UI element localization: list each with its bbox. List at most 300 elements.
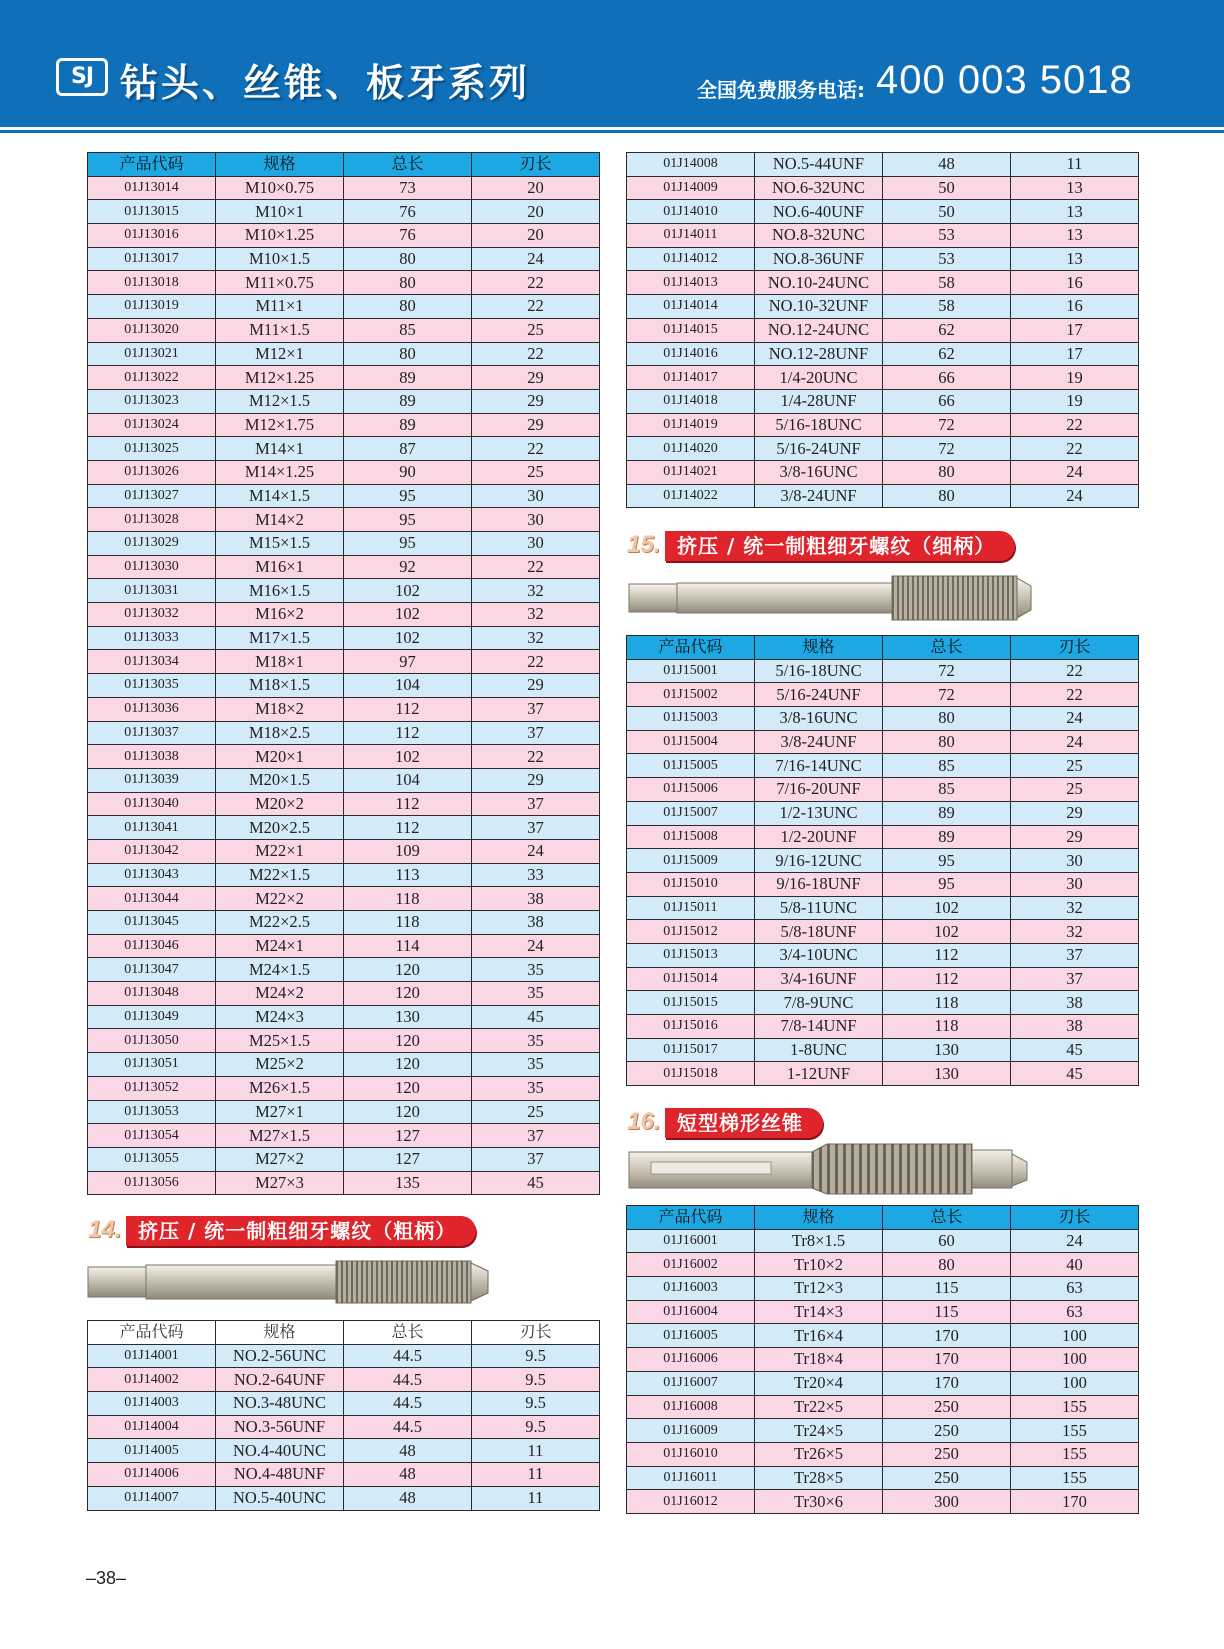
cell-blade-length: 38: [1011, 1015, 1139, 1039]
cell-code: 01J13022: [88, 366, 216, 390]
cell-code: 01J13038: [88, 745, 216, 769]
cell-blade-length: 30: [472, 484, 600, 508]
cell-blade-length: 30: [1011, 849, 1139, 873]
cell-blade-length: 11: [472, 1486, 600, 1510]
cell-spec: M20×2.5: [216, 816, 344, 840]
cell-spec: M18×2.5: [216, 721, 344, 745]
cell-total-length: 118: [883, 1015, 1011, 1039]
cell-total-length: 58: [883, 295, 1011, 319]
cell-spec: 3/4-16UNF: [755, 967, 883, 991]
cell-blade-length: 22: [472, 342, 600, 366]
cell-blade-length: 32: [472, 626, 600, 650]
cell-code: 01J16005: [627, 1324, 755, 1348]
cell-spec: M25×1.5: [216, 1029, 344, 1053]
cell-spec: M10×1.25: [216, 224, 344, 248]
cell-blade-length: 25: [472, 318, 600, 342]
table-row: [627, 1490, 1139, 1514]
cell-code: 01J16003: [627, 1277, 755, 1301]
cell-total-length: 130: [883, 1062, 1011, 1086]
cell-total-length: 127: [344, 1147, 472, 1171]
cell-blade-length: 35: [472, 1076, 600, 1100]
cell-total-length: 66: [883, 389, 1011, 413]
cell-blade-length: 24: [472, 247, 600, 271]
cell-spec: Tr24×5: [755, 1419, 883, 1443]
cell-spec: 3/8-16UNC: [755, 460, 883, 484]
table-row: [88, 1124, 600, 1148]
col-code: 产品代码: [88, 153, 216, 177]
cell-blade-length: 13: [1011, 200, 1139, 224]
cell-code: 01J15005: [627, 754, 755, 778]
cell-total-length: 95: [344, 508, 472, 532]
cell-spec: 5/16-18UNC: [755, 659, 883, 683]
cell-spec: 1-12UNF: [755, 1062, 883, 1086]
cell-code: 01J13029: [88, 532, 216, 556]
table-row: [88, 1486, 600, 1510]
section-14-title: 挤压 / 统一制粗细牙螺纹（粗柄）: [126, 1216, 476, 1246]
cell-code: 01J14006: [88, 1463, 216, 1487]
cell-spec: M22×1: [216, 839, 344, 863]
cell-spec: M12×1.5: [216, 389, 344, 413]
cell-spec: M14×1.5: [216, 484, 344, 508]
cell-code: 01J13040: [88, 792, 216, 816]
cell-blade-length: 29: [472, 768, 600, 792]
section-16-number: 16.: [627, 1108, 661, 1135]
cell-spec: Tr26×5: [755, 1442, 883, 1466]
cell-blade-length: 17: [1011, 318, 1139, 342]
cell-code: 01J13034: [88, 650, 216, 674]
cell-code: 01J15013: [627, 943, 755, 967]
header-rule-thick: [0, 122, 1224, 127]
section-15-heading: [627, 531, 1067, 563]
cell-blade-length: 30: [472, 508, 600, 532]
cell-total-length: 80: [344, 247, 472, 271]
cell-total-length: 89: [344, 366, 472, 390]
cell-code: 01J13044: [88, 887, 216, 911]
cell-spec: NO.12-24UNC: [755, 318, 883, 342]
col-blade-length: 刃长: [1011, 636, 1139, 660]
cell-total-length: 72: [883, 437, 1011, 461]
cell-total-length: 44.5: [344, 1344, 472, 1368]
cell-total-length: 80: [883, 460, 1011, 484]
cell-blade-length: 11: [472, 1463, 600, 1487]
cell-blade-length: 155: [1011, 1442, 1139, 1466]
cell-blade-length: 29: [472, 366, 600, 390]
hotline-label: 全国免费服务电话:: [697, 78, 865, 102]
table-header-row: [627, 636, 1139, 660]
page-header: [0, 0, 1224, 122]
cell-blade-length: 37: [472, 792, 600, 816]
cell-total-length: 80: [344, 271, 472, 295]
cell-spec: Tr12×3: [755, 1277, 883, 1301]
cell-spec: M25×2: [216, 1053, 344, 1077]
cell-code: 01J15014: [627, 967, 755, 991]
cell-total-length: 112: [883, 943, 1011, 967]
table-header-row: [627, 1206, 1139, 1230]
cell-spec: M11×1: [216, 295, 344, 319]
cell-code: 01J14017: [627, 366, 755, 390]
cell-code: 01J13021: [88, 342, 216, 366]
cell-code: 01J15017: [627, 1038, 755, 1062]
table-row: [627, 153, 1139, 177]
cell-total-length: 80: [883, 730, 1011, 754]
cell-total-length: 87: [344, 437, 472, 461]
cell-blade-length: 32: [472, 579, 600, 603]
page-title: 钻头、丝锥、板牙系列: [120, 61, 531, 105]
cell-spec: M24×1.5: [216, 958, 344, 982]
table-row: [88, 697, 600, 721]
table-row: [88, 271, 600, 295]
cell-spec: M24×3: [216, 1005, 344, 1029]
cell-blade-length: 37: [472, 1147, 600, 1171]
cell-blade-length: 9.5: [472, 1392, 600, 1416]
table-row: [88, 1392, 600, 1416]
cell-total-length: 170: [883, 1348, 1011, 1372]
cell-code: 01J14008: [627, 153, 755, 177]
cell-total-length: 53: [883, 247, 1011, 271]
cell-total-length: 112: [344, 792, 472, 816]
cell-total-length: 250: [883, 1466, 1011, 1490]
cell-code: 01J13055: [88, 1147, 216, 1171]
cell-spec: 1/2-20UNF: [755, 825, 883, 849]
cell-total-length: 120: [344, 1029, 472, 1053]
cell-spec: 1/2-13UNC: [755, 801, 883, 825]
cell-total-length: 104: [344, 768, 472, 792]
table-row: [88, 650, 600, 674]
cell-spec: M20×1.5: [216, 768, 344, 792]
table-row: [627, 754, 1139, 778]
cell-code: 01J15003: [627, 707, 755, 731]
cell-code: 01J14001: [88, 1344, 216, 1368]
table-row: [627, 318, 1139, 342]
cell-code: 01J13050: [88, 1029, 216, 1053]
cell-code: 01J13030: [88, 555, 216, 579]
table-row: [88, 224, 600, 248]
cell-total-length: 95: [344, 484, 472, 508]
cell-code: 01J14015: [627, 318, 755, 342]
cell-blade-length: 37: [472, 721, 600, 745]
cell-code: 01J13023: [88, 389, 216, 413]
cell-spec: M10×1: [216, 200, 344, 224]
cell-spec: 5/8-18UNF: [755, 920, 883, 944]
cell-code: 01J15016: [627, 1015, 755, 1039]
table-row: [627, 366, 1139, 390]
cell-spec: M11×0.75: [216, 271, 344, 295]
cell-blade-length: 22: [472, 650, 600, 674]
cell-code: 01J14013: [627, 271, 755, 295]
cell-spec: 7/8-14UNF: [755, 1015, 883, 1039]
cell-total-length: 102: [344, 626, 472, 650]
cell-total-length: 120: [344, 958, 472, 982]
cell-total-length: 48: [344, 1439, 472, 1463]
cell-blade-length: 24: [1011, 460, 1139, 484]
cell-blade-length: 45: [472, 1005, 600, 1029]
cell-code: 01J13035: [88, 674, 216, 698]
cell-spec: M10×0.75: [216, 176, 344, 200]
cell-spec: Tr30×6: [755, 1490, 883, 1514]
cell-code: 01J13036: [88, 697, 216, 721]
table-row: [627, 1300, 1139, 1324]
cell-blade-length: 13: [1011, 247, 1139, 271]
cell-blade-length: 25: [1011, 754, 1139, 778]
cell-total-length: 85: [883, 778, 1011, 802]
cell-blade-length: 22: [472, 295, 600, 319]
cell-spec: NO.5-40UNC: [216, 1486, 344, 1510]
table-row: [88, 247, 600, 271]
cell-total-length: 113: [344, 863, 472, 887]
cell-blade-length: 25: [472, 460, 600, 484]
cell-total-length: 250: [883, 1419, 1011, 1443]
cell-code: 01J16010: [627, 1442, 755, 1466]
cell-spec: NO.3-56UNF: [216, 1415, 344, 1439]
cell-blade-length: 24: [472, 934, 600, 958]
cell-spec: M27×3: [216, 1171, 344, 1195]
cell-blade-length: 22: [472, 271, 600, 295]
cell-code: 01J13046: [88, 934, 216, 958]
cell-total-length: 130: [344, 1005, 472, 1029]
table-row: [627, 896, 1139, 920]
cell-code: 01J13042: [88, 839, 216, 863]
cell-blade-length: 24: [1011, 730, 1139, 754]
cell-blade-length: 35: [472, 958, 600, 982]
table-row: [88, 1344, 600, 1368]
cell-code: 01J14003: [88, 1392, 216, 1416]
cell-blade-length: 16: [1011, 271, 1139, 295]
table-row: [627, 1253, 1139, 1277]
cell-total-length: 112: [344, 721, 472, 745]
table-row: [88, 1076, 600, 1100]
cell-spec: M22×1.5: [216, 863, 344, 887]
cell-blade-length: 35: [472, 982, 600, 1006]
cell-total-length: 89: [344, 413, 472, 437]
table-row: [627, 778, 1139, 802]
cell-spec: M16×1.5: [216, 579, 344, 603]
cell-code: 01J15015: [627, 991, 755, 1015]
table-row: [88, 200, 600, 224]
table-row: [88, 934, 600, 958]
cell-spec: M10×1.5: [216, 247, 344, 271]
table-row: [88, 816, 600, 840]
header-rule-thin: [0, 130, 1224, 133]
cell-blade-length: 40: [1011, 1253, 1139, 1277]
cell-total-length: 72: [883, 683, 1011, 707]
table-row: [627, 389, 1139, 413]
cell-code: 01J14004: [88, 1415, 216, 1439]
cell-blade-length: 25: [472, 1100, 600, 1124]
cell-blade-length: 30: [472, 532, 600, 556]
cell-blade-length: 17: [1011, 342, 1139, 366]
table-row: [88, 603, 600, 627]
cell-total-length: 115: [883, 1300, 1011, 1324]
cell-total-length: 72: [883, 659, 1011, 683]
cell-spec: M27×1: [216, 1100, 344, 1124]
table-row: [627, 1229, 1139, 1253]
cell-spec: M15×1.5: [216, 532, 344, 556]
cell-spec: M20×2: [216, 792, 344, 816]
table-row: [627, 247, 1139, 271]
cell-code: 01J13032: [88, 603, 216, 627]
table-row: [88, 1029, 600, 1053]
col-spec: 规格: [755, 636, 883, 660]
cell-spec: NO.8-32UNC: [755, 224, 883, 248]
cell-blade-length: 33: [472, 863, 600, 887]
table-row: [627, 1371, 1139, 1395]
cell-spec: NO.4-48UNF: [216, 1463, 344, 1487]
cell-spec: NO.4-40UNC: [216, 1439, 344, 1463]
cell-spec: Tr22×5: [755, 1395, 883, 1419]
cell-total-length: 120: [344, 1100, 472, 1124]
col-blade-length: 刃长: [472, 1321, 600, 1345]
table-row: [627, 849, 1139, 873]
cell-code: 01J14016: [627, 342, 755, 366]
cell-total-length: 130: [883, 1038, 1011, 1062]
cell-blade-length: 22: [1011, 659, 1139, 683]
cell-total-length: 120: [344, 1076, 472, 1100]
cell-total-length: 89: [883, 801, 1011, 825]
table-row: [88, 366, 600, 390]
cell-total-length: 102: [344, 579, 472, 603]
table-row: [627, 460, 1139, 484]
cell-spec: M12×1.75: [216, 413, 344, 437]
cell-blade-length: 37: [472, 1124, 600, 1148]
table-row: [88, 982, 600, 1006]
col-blade-length: 刃长: [472, 153, 600, 177]
col-total-length: 总长: [344, 153, 472, 177]
cell-blade-length: 63: [1011, 1277, 1139, 1301]
cell-blade-length: 16: [1011, 295, 1139, 319]
cell-total-length: 72: [883, 413, 1011, 437]
cell-code: 01J16006: [627, 1348, 755, 1372]
cell-blade-length: 100: [1011, 1324, 1139, 1348]
section-15-title: 挤压 / 统一制粗细牙螺纹（细柄）: [665, 531, 1015, 561]
table-header-row: [88, 1321, 600, 1345]
cell-blade-length: 11: [1011, 153, 1139, 177]
table-row: [88, 863, 600, 887]
cell-total-length: 118: [883, 991, 1011, 1015]
cell-code: 01J15007: [627, 801, 755, 825]
table-row: [88, 413, 600, 437]
cell-blade-length: 9.5: [472, 1415, 600, 1439]
cell-blade-length: 19: [1011, 366, 1139, 390]
table-row: [627, 484, 1139, 508]
table-row: [88, 792, 600, 816]
cell-spec: M18×1: [216, 650, 344, 674]
table-row: [627, 991, 1139, 1015]
col-spec: 规格: [216, 153, 344, 177]
cell-blade-length: 11: [472, 1439, 600, 1463]
cell-code: 01J13056: [88, 1171, 216, 1195]
cell-spec: M11×1.5: [216, 318, 344, 342]
cell-spec: Tr14×3: [755, 1300, 883, 1324]
cell-total-length: 80: [883, 1253, 1011, 1277]
cell-spec: M27×1.5: [216, 1124, 344, 1148]
table-row: [627, 1324, 1139, 1348]
cell-total-length: 85: [344, 318, 472, 342]
cell-spec: NO.10-32UNF: [755, 295, 883, 319]
cell-spec: M26×1.5: [216, 1076, 344, 1100]
cell-spec: M24×1: [216, 934, 344, 958]
table-row: [88, 674, 600, 698]
cell-total-length: 127: [344, 1124, 472, 1148]
cell-spec: NO.3-48UNC: [216, 1392, 344, 1416]
cell-spec: Tr8×1.5: [755, 1229, 883, 1253]
table-row: [88, 484, 600, 508]
cell-total-length: 53: [883, 224, 1011, 248]
cell-blade-length: 100: [1011, 1371, 1139, 1395]
table-row: [627, 683, 1139, 707]
cell-code: 01J14021: [627, 460, 755, 484]
cell-spec: 7/16-20UNF: [755, 778, 883, 802]
cell-code: 01J14002: [88, 1368, 216, 1392]
cell-code: 01J13033: [88, 626, 216, 650]
cell-code: 01J13052: [88, 1076, 216, 1100]
section-14-number: 14.: [88, 1216, 122, 1243]
cell-blade-length: 13: [1011, 224, 1139, 248]
cell-total-length: 170: [883, 1371, 1011, 1395]
cell-spec: 5/16-24UNF: [755, 683, 883, 707]
cell-blade-length: 22: [472, 437, 600, 461]
cell-spec: Tr20×4: [755, 1371, 883, 1395]
cell-spec: NO.8-36UNF: [755, 247, 883, 271]
table-row: [88, 437, 600, 461]
cell-spec: M17×1.5: [216, 626, 344, 650]
table-row: [627, 730, 1139, 754]
cell-total-length: 50: [883, 200, 1011, 224]
cell-total-length: 48: [344, 1463, 472, 1487]
cell-code: 01J14007: [88, 1486, 216, 1510]
cell-blade-length: 9.5: [472, 1368, 600, 1392]
cell-total-length: 95: [883, 849, 1011, 873]
table-row: [88, 1005, 600, 1029]
cell-total-length: 76: [344, 200, 472, 224]
cell-code: 01J14012: [627, 247, 755, 271]
cell-total-length: 44.5: [344, 1392, 472, 1416]
table-row: [627, 1277, 1139, 1301]
cell-total-length: 112: [344, 697, 472, 721]
cell-total-length: 85: [883, 754, 1011, 778]
table-row: [627, 224, 1139, 248]
cell-code: 01J14014: [627, 295, 755, 319]
cell-code: 01J16008: [627, 1395, 755, 1419]
table-14a: [87, 1320, 600, 1511]
cell-spec: M12×1: [216, 342, 344, 366]
cell-total-length: 102: [883, 896, 1011, 920]
cell-code: 01J13025: [88, 437, 216, 461]
cell-total-length: 44.5: [344, 1368, 472, 1392]
cell-spec: M12×1.25: [216, 366, 344, 390]
cell-spec: 3/8-24UNF: [755, 730, 883, 754]
cell-code: 01J15008: [627, 825, 755, 849]
cell-code: 01J13024: [88, 413, 216, 437]
cell-total-length: 89: [344, 389, 472, 413]
cell-spec: 5/16-18UNC: [755, 413, 883, 437]
table-row: [627, 295, 1139, 319]
cell-spec: NO.6-40UNF: [755, 200, 883, 224]
table-row: [627, 943, 1139, 967]
cell-code: 01J16009: [627, 1419, 755, 1443]
cell-total-length: 112: [344, 816, 472, 840]
page-number: –38–: [86, 1568, 127, 1588]
table-row: [88, 839, 600, 863]
cell-code: 01J15004: [627, 730, 755, 754]
cell-spec: 7/8-9UNC: [755, 991, 883, 1015]
table-row: [627, 1395, 1139, 1419]
cell-total-length: 95: [883, 872, 1011, 896]
brand-logo: SJ: [56, 58, 108, 96]
cell-blade-length: 45: [1011, 1038, 1139, 1062]
cell-code: 01J15010: [627, 872, 755, 896]
cell-spec: NO.2-64UNF: [216, 1368, 344, 1392]
cell-spec: M16×2: [216, 603, 344, 627]
